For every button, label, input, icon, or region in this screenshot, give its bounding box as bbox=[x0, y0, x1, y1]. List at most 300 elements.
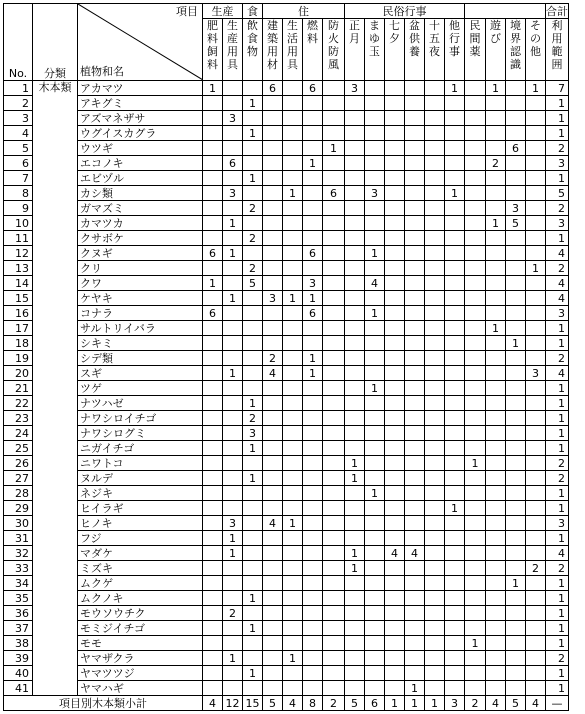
value-cell bbox=[445, 291, 465, 306]
table-row bbox=[4, 681, 569, 696]
value-cell bbox=[243, 576, 263, 591]
value-cell bbox=[385, 606, 405, 621]
plant-name: ナツハゼ bbox=[78, 396, 203, 411]
value-cell: 1 bbox=[223, 531, 243, 546]
value-cell bbox=[283, 666, 303, 681]
value-cell: 1 bbox=[365, 246, 385, 261]
value-cell bbox=[465, 666, 486, 681]
value-cell bbox=[465, 426, 486, 441]
value-cell: 1 bbox=[283, 291, 303, 306]
value-cell bbox=[263, 156, 283, 171]
value-cell bbox=[385, 426, 405, 441]
value-cell bbox=[223, 261, 243, 276]
value-cell bbox=[345, 321, 365, 336]
value-cell bbox=[345, 501, 365, 516]
value-cell bbox=[486, 231, 506, 246]
value-cell bbox=[365, 576, 385, 591]
value-cell bbox=[486, 606, 506, 621]
value-cell bbox=[526, 411, 546, 426]
value-cell bbox=[405, 156, 425, 171]
value-cell bbox=[303, 96, 323, 111]
value-cell: 4 bbox=[263, 516, 283, 531]
value-cell bbox=[425, 186, 445, 201]
value-cell: 1 bbox=[283, 186, 303, 201]
plant-name: ナワシログミ bbox=[78, 426, 203, 441]
value-cell bbox=[263, 306, 283, 321]
table-row bbox=[4, 441, 569, 456]
value-cell bbox=[323, 366, 345, 381]
value-cell bbox=[323, 681, 345, 696]
value-cell: 2 bbox=[486, 156, 506, 171]
value-cell bbox=[365, 156, 385, 171]
value-cell bbox=[526, 231, 546, 246]
value-cell bbox=[223, 336, 243, 351]
value-cell: 1 bbox=[486, 321, 506, 336]
value-cell bbox=[203, 396, 223, 411]
value-cell bbox=[385, 201, 405, 216]
value-cell bbox=[345, 351, 365, 366]
value-cell bbox=[323, 471, 345, 486]
value-cell bbox=[283, 276, 303, 291]
value-cell bbox=[303, 561, 323, 576]
value-cell bbox=[465, 681, 486, 696]
value-cell: 1 bbox=[546, 636, 569, 651]
row-number: 25 bbox=[4, 441, 33, 456]
value-cell bbox=[405, 261, 425, 276]
value-cell bbox=[445, 531, 465, 546]
plant-name: ガマズミ bbox=[78, 201, 203, 216]
value-cell bbox=[506, 531, 526, 546]
value-cell bbox=[425, 96, 445, 111]
value-cell bbox=[486, 381, 506, 396]
subtotal-value: — bbox=[546, 696, 569, 711]
plant-name: ヤマザクラ bbox=[78, 651, 203, 666]
value-cell bbox=[385, 411, 405, 426]
value-cell bbox=[323, 306, 345, 321]
value-cell: 1 bbox=[345, 456, 365, 471]
value-cell: 1 bbox=[506, 336, 526, 351]
value-cell bbox=[405, 426, 425, 441]
value-cell bbox=[425, 651, 445, 666]
value-cell bbox=[243, 291, 263, 306]
plant-name: アキグミ bbox=[78, 96, 203, 111]
value-cell: 6 bbox=[303, 81, 323, 96]
value-cell bbox=[486, 111, 506, 126]
value-cell bbox=[506, 396, 526, 411]
value-cell bbox=[365, 681, 385, 696]
value-cell bbox=[385, 576, 405, 591]
value-cell: 5 bbox=[506, 216, 526, 231]
plant-name: ニワトコ bbox=[78, 456, 203, 471]
value-cell bbox=[405, 171, 425, 186]
value-cell bbox=[303, 531, 323, 546]
value-cell: 1 bbox=[203, 81, 223, 96]
value-cell: 2 bbox=[546, 561, 569, 576]
value-cell bbox=[465, 111, 486, 126]
value-cell bbox=[283, 396, 303, 411]
value-cell bbox=[445, 621, 465, 636]
row-number: 27 bbox=[4, 471, 33, 486]
value-cell bbox=[405, 636, 425, 651]
subtotal-value: 6 bbox=[365, 696, 385, 711]
value-cell bbox=[283, 546, 303, 561]
value-cell bbox=[263, 531, 283, 546]
value-cell bbox=[425, 501, 445, 516]
value-cell bbox=[465, 156, 486, 171]
row-number: 21 bbox=[4, 381, 33, 396]
value-cell bbox=[465, 261, 486, 276]
value-cell bbox=[465, 411, 486, 426]
value-cell: 1 bbox=[243, 396, 263, 411]
value-cell bbox=[365, 231, 385, 246]
value-cell bbox=[323, 231, 345, 246]
value-cell bbox=[526, 621, 546, 636]
value-cell bbox=[425, 291, 445, 306]
value-cell bbox=[506, 111, 526, 126]
value-cell bbox=[243, 156, 263, 171]
value-cell bbox=[263, 261, 283, 276]
table-row bbox=[4, 306, 569, 321]
value-cell bbox=[465, 321, 486, 336]
value-cell bbox=[506, 411, 526, 426]
value-cell bbox=[323, 381, 345, 396]
value-cell bbox=[405, 471, 425, 486]
value-cell bbox=[506, 486, 526, 501]
value-cell: 3 bbox=[243, 426, 263, 441]
row-number: 7 bbox=[4, 171, 33, 186]
value-cell: 1 bbox=[243, 621, 263, 636]
value-cell bbox=[486, 186, 506, 201]
value-cell bbox=[526, 126, 546, 141]
value-cell bbox=[223, 381, 243, 396]
value-cell bbox=[445, 381, 465, 396]
value-cell bbox=[465, 516, 486, 531]
value-cell bbox=[365, 456, 385, 471]
table-row bbox=[4, 291, 569, 306]
value-cell: 1 bbox=[303, 351, 323, 366]
value-cell bbox=[323, 561, 345, 576]
value-cell: 1 bbox=[526, 261, 546, 276]
row-number: 23 bbox=[4, 411, 33, 426]
value-cell bbox=[323, 216, 345, 231]
subtotal-value: 2 bbox=[465, 696, 486, 711]
value-cell: 1 bbox=[243, 96, 263, 111]
plant-name: ネジキ bbox=[78, 486, 203, 501]
value-cell bbox=[405, 591, 425, 606]
value-cell bbox=[263, 201, 283, 216]
value-cell bbox=[445, 396, 465, 411]
value-cell bbox=[303, 516, 323, 531]
value-cell bbox=[425, 141, 445, 156]
value-cell bbox=[303, 231, 323, 246]
value-cell bbox=[425, 591, 445, 606]
value-cell bbox=[385, 156, 405, 171]
value-cell bbox=[486, 456, 506, 471]
value-cell bbox=[425, 381, 445, 396]
value-cell: 2 bbox=[546, 456, 569, 471]
table-row bbox=[4, 81, 569, 96]
value-cell bbox=[345, 141, 365, 156]
table-row bbox=[4, 471, 569, 486]
value-cell bbox=[283, 366, 303, 381]
value-cell bbox=[385, 231, 405, 246]
value-cell bbox=[486, 306, 506, 321]
value-cell bbox=[486, 426, 506, 441]
row-number: 33 bbox=[4, 561, 33, 576]
value-cell bbox=[345, 621, 365, 636]
plant-name: ヤマハギ bbox=[78, 681, 203, 696]
value-cell: 1 bbox=[546, 96, 569, 111]
value-cell bbox=[405, 441, 425, 456]
value-cell bbox=[283, 261, 303, 276]
value-cell bbox=[526, 96, 546, 111]
value-cell: 1 bbox=[345, 471, 365, 486]
plant-name: モミジイチゴ bbox=[78, 621, 203, 636]
value-cell: 3 bbox=[223, 111, 243, 126]
column-header: 遊 び bbox=[486, 19, 506, 81]
value-cell bbox=[425, 306, 445, 321]
value-cell bbox=[303, 456, 323, 471]
plant-name: クリ bbox=[78, 261, 203, 276]
value-cell bbox=[445, 171, 465, 186]
value-cell bbox=[303, 441, 323, 456]
value-cell: 1 bbox=[243, 471, 263, 486]
value-cell: 1 bbox=[546, 531, 569, 546]
value-cell bbox=[465, 231, 486, 246]
row-number: 24 bbox=[4, 426, 33, 441]
value-cell bbox=[243, 81, 263, 96]
column-header: 生 産 用 具 bbox=[223, 19, 243, 81]
value-cell bbox=[243, 561, 263, 576]
plant-name: エビヅル bbox=[78, 171, 203, 186]
value-cell: 1 bbox=[243, 666, 263, 681]
value-cell bbox=[526, 201, 546, 216]
row-number: 1 bbox=[4, 81, 33, 96]
value-cell bbox=[405, 126, 425, 141]
value-cell bbox=[526, 441, 546, 456]
value-cell bbox=[465, 81, 486, 96]
value-cell: 3 bbox=[546, 156, 569, 171]
plant-name: ムクゲ bbox=[78, 576, 203, 591]
value-cell bbox=[365, 546, 385, 561]
value-cell bbox=[425, 201, 445, 216]
value-cell: 5 bbox=[546, 186, 569, 201]
value-cell bbox=[445, 321, 465, 336]
value-cell bbox=[203, 636, 223, 651]
table-row bbox=[4, 561, 569, 576]
table-row bbox=[4, 96, 569, 111]
value-cell: 4 bbox=[546, 276, 569, 291]
value-cell bbox=[425, 111, 445, 126]
value-cell bbox=[385, 261, 405, 276]
value-cell bbox=[486, 141, 506, 156]
plant-name: ムクノキ bbox=[78, 591, 203, 606]
value-cell bbox=[263, 216, 283, 231]
value-cell bbox=[445, 456, 465, 471]
value-cell bbox=[385, 381, 405, 396]
value-cell: 1 bbox=[486, 216, 506, 231]
value-cell bbox=[283, 621, 303, 636]
value-cell bbox=[223, 141, 243, 156]
value-cell bbox=[465, 396, 486, 411]
category-cell: 木本類 bbox=[33, 81, 78, 696]
group-folk-events: 民俗行事 bbox=[345, 4, 465, 19]
value-cell bbox=[425, 621, 445, 636]
plant-name: エコノキ bbox=[78, 156, 203, 171]
value-cell bbox=[303, 186, 323, 201]
table-row bbox=[4, 501, 569, 516]
value-cell bbox=[263, 636, 283, 651]
column-header: 燃 料 bbox=[303, 19, 323, 81]
value-cell bbox=[385, 681, 405, 696]
value-cell bbox=[445, 591, 465, 606]
row-number: 3 bbox=[4, 111, 33, 126]
value-cell bbox=[486, 576, 506, 591]
value-cell bbox=[405, 396, 425, 411]
value-cell bbox=[405, 606, 425, 621]
value-cell bbox=[465, 141, 486, 156]
value-cell: 2 bbox=[263, 351, 283, 366]
table-row bbox=[4, 111, 569, 126]
value-cell bbox=[365, 471, 385, 486]
value-cell bbox=[323, 531, 345, 546]
value-cell bbox=[445, 231, 465, 246]
plant-name: フジ bbox=[78, 531, 203, 546]
value-cell: 4 bbox=[365, 276, 385, 291]
value-cell bbox=[345, 441, 365, 456]
plant-name: クヌギ bbox=[78, 246, 203, 261]
value-cell bbox=[283, 381, 303, 396]
value-cell bbox=[465, 501, 486, 516]
plant-name: アズマネザサ bbox=[78, 111, 203, 126]
value-cell bbox=[223, 396, 243, 411]
value-cell: 1 bbox=[465, 636, 486, 651]
value-cell bbox=[405, 411, 425, 426]
value-cell bbox=[506, 366, 526, 381]
table-row bbox=[4, 186, 569, 201]
table-row bbox=[4, 396, 569, 411]
value-cell bbox=[445, 516, 465, 531]
value-cell bbox=[243, 306, 263, 321]
value-cell bbox=[203, 426, 223, 441]
value-cell: 3 bbox=[223, 186, 243, 201]
value-cell bbox=[405, 336, 425, 351]
value-cell bbox=[445, 576, 465, 591]
value-cell: 1 bbox=[223, 651, 243, 666]
value-cell: 1 bbox=[546, 576, 569, 591]
value-cell bbox=[445, 156, 465, 171]
value-cell bbox=[323, 591, 345, 606]
value-cell bbox=[385, 531, 405, 546]
column-header: 七 夕 bbox=[385, 19, 405, 81]
value-cell bbox=[323, 411, 345, 426]
value-cell bbox=[465, 621, 486, 636]
value-cell: 2 bbox=[546, 141, 569, 156]
value-cell bbox=[365, 531, 385, 546]
value-cell bbox=[303, 576, 323, 591]
subtotal-value: 1 bbox=[385, 696, 405, 711]
value-cell bbox=[465, 306, 486, 321]
value-cell: 1 bbox=[303, 366, 323, 381]
plant-name: ヤマツツジ bbox=[78, 666, 203, 681]
value-cell bbox=[203, 156, 223, 171]
value-cell bbox=[203, 126, 223, 141]
value-cell bbox=[385, 276, 405, 291]
value-cell bbox=[526, 306, 546, 321]
subtotal-value: 4 bbox=[486, 696, 506, 711]
value-cell bbox=[345, 306, 365, 321]
value-cell bbox=[385, 306, 405, 321]
value-cell bbox=[425, 156, 445, 171]
value-cell bbox=[526, 396, 546, 411]
table-row bbox=[4, 201, 569, 216]
value-cell bbox=[506, 261, 526, 276]
value-cell bbox=[323, 291, 345, 306]
row-number: 11 bbox=[4, 231, 33, 246]
plant-name: モウソウチク bbox=[78, 606, 203, 621]
row-number: 22 bbox=[4, 396, 33, 411]
value-cell bbox=[465, 651, 486, 666]
value-cell: 2 bbox=[243, 261, 263, 276]
value-cell bbox=[365, 636, 385, 651]
row-number: 13 bbox=[4, 261, 33, 276]
value-cell bbox=[405, 231, 425, 246]
value-cell: 4 bbox=[385, 546, 405, 561]
value-cell bbox=[263, 561, 283, 576]
row-number: 9 bbox=[4, 201, 33, 216]
value-cell bbox=[506, 501, 526, 516]
value-cell bbox=[526, 681, 546, 696]
value-cell bbox=[203, 366, 223, 381]
plant-name: サルトリイバラ bbox=[78, 321, 203, 336]
value-cell: 3 bbox=[546, 516, 569, 531]
value-cell bbox=[425, 681, 445, 696]
value-cell: 1 bbox=[486, 81, 506, 96]
value-cell bbox=[445, 126, 465, 141]
subtotal-value: 5 bbox=[345, 696, 365, 711]
value-cell bbox=[385, 396, 405, 411]
value-cell bbox=[526, 141, 546, 156]
value-cell bbox=[385, 96, 405, 111]
value-cell bbox=[465, 216, 486, 231]
value-cell bbox=[203, 501, 223, 516]
value-cell: 4 bbox=[546, 291, 569, 306]
value-cell bbox=[486, 501, 506, 516]
subtotal-value: 12 bbox=[223, 696, 243, 711]
value-cell bbox=[263, 576, 283, 591]
value-cell bbox=[203, 351, 223, 366]
subtotal-value: 4 bbox=[203, 696, 223, 711]
value-cell: 1 bbox=[345, 546, 365, 561]
value-cell: 1 bbox=[546, 441, 569, 456]
value-cell bbox=[263, 606, 283, 621]
value-cell bbox=[303, 216, 323, 231]
value-cell bbox=[203, 486, 223, 501]
value-cell bbox=[243, 366, 263, 381]
value-cell bbox=[506, 306, 526, 321]
value-cell bbox=[425, 576, 445, 591]
value-cell bbox=[283, 171, 303, 186]
value-cell bbox=[385, 246, 405, 261]
value-cell: 1 bbox=[506, 576, 526, 591]
table-row bbox=[4, 591, 569, 606]
value-cell bbox=[203, 186, 223, 201]
table-row bbox=[4, 126, 569, 141]
value-cell: 1 bbox=[546, 606, 569, 621]
group-housing: 住 bbox=[263, 4, 345, 19]
value-cell bbox=[506, 636, 526, 651]
value-cell bbox=[486, 411, 506, 426]
